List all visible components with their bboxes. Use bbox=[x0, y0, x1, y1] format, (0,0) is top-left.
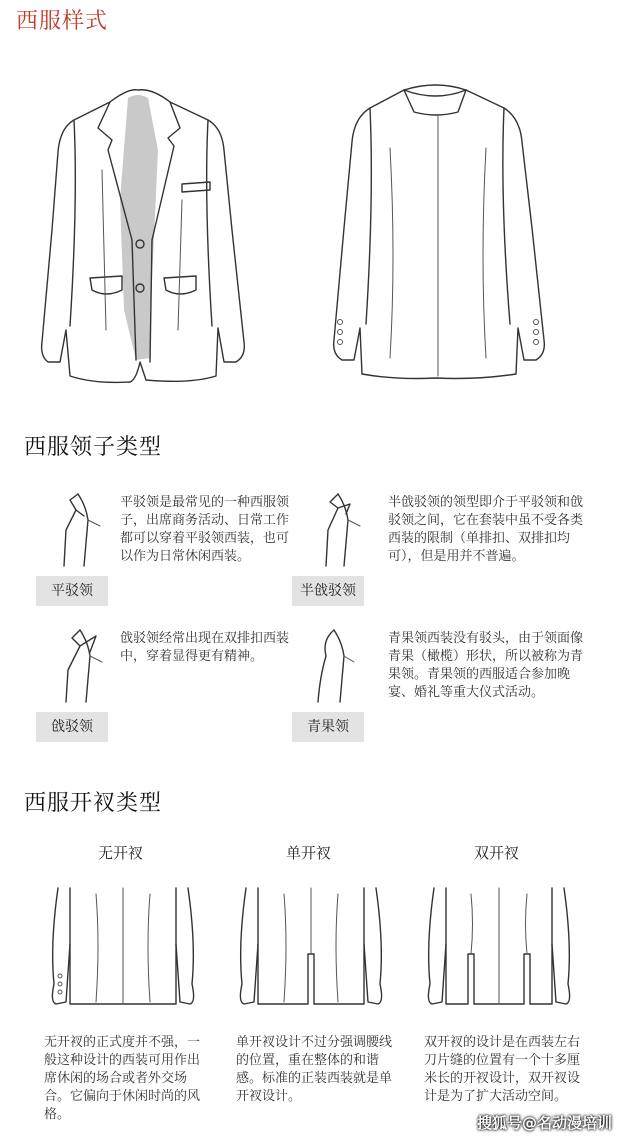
label-no-vent: 无开衩 bbox=[98, 844, 144, 862]
collar-section-title: 西服领子类型 bbox=[24, 435, 163, 460]
desc-semi-peak-lapel: 半戗驳领的领型即介于平驳领和戗驳领之间，它在套装中虽不受各类西装的限制（单排扣、双排扣均可），但是用并不普遍。 bbox=[388, 495, 584, 564]
vent-section-title: 西服开衩类型 bbox=[24, 791, 163, 816]
page-title: 西服样式 bbox=[16, 9, 109, 34]
single-vent-illustration bbox=[228, 884, 394, 1010]
shawl-collar-illustration bbox=[308, 626, 368, 706]
desc-peak-lapel: 戗驳领经常出现在双排扣西装中，穿着显得更有精神。 bbox=[120, 631, 290, 664]
label-double-vent: 双开衩 bbox=[474, 844, 520, 862]
tag-semi-peak-lapel: 半戗驳领 bbox=[292, 576, 364, 606]
double-vent-illustration bbox=[416, 884, 582, 1010]
desc-single-vent: 单开衩设计不过分强调腰线的位置，重在整体的和谐感。标准的正装西装就是单开衩设计。 bbox=[236, 1035, 393, 1104]
jacket-back-illustration bbox=[326, 78, 556, 388]
tag-peak-lapel: 戗驳领 bbox=[36, 712, 108, 742]
no-vent-illustration bbox=[40, 884, 206, 1010]
watermark: 搜狐号@名动漫培训 bbox=[476, 1114, 612, 1132]
peak-lapel-illustration bbox=[56, 626, 116, 706]
desc-notch-lapel: 平驳领是最常见的一种西服领子，出席商务活动、日常工作都可以穿着平驳领西装，也可以作为日常休闲西装。 bbox=[120, 495, 290, 564]
desc-shawl-collar: 青果领西装没有驳头，由于领面像青果（橄榄）形状，所以被称为青果领。青果领的西服适合参加晚宴、婚礼等重大仪式活动。 bbox=[388, 631, 584, 700]
label-single-vent: 单开衩 bbox=[286, 844, 332, 862]
desc-no-vent: 无开衩的正式度并不强，一般这种设计的西装可用作出席休闲的场合或者外交场合。它偏向于休闲时尚的风格。 bbox=[44, 1035, 201, 1122]
desc-double-vent: 双开衩的设计是在西装左右刀片缝的位置有一个十多厘米长的开衩设计，双开衩设计是为了扩大活动空间。 bbox=[424, 1035, 581, 1104]
tag-notch-lapel: 平驳领 bbox=[36, 576, 108, 606]
notch-lapel-illustration bbox=[56, 490, 116, 570]
tag-shawl-collar: 青果领 bbox=[292, 712, 364, 742]
jacket-front-illustration bbox=[40, 80, 250, 390]
semi-peak-lapel-illustration bbox=[316, 490, 376, 570]
